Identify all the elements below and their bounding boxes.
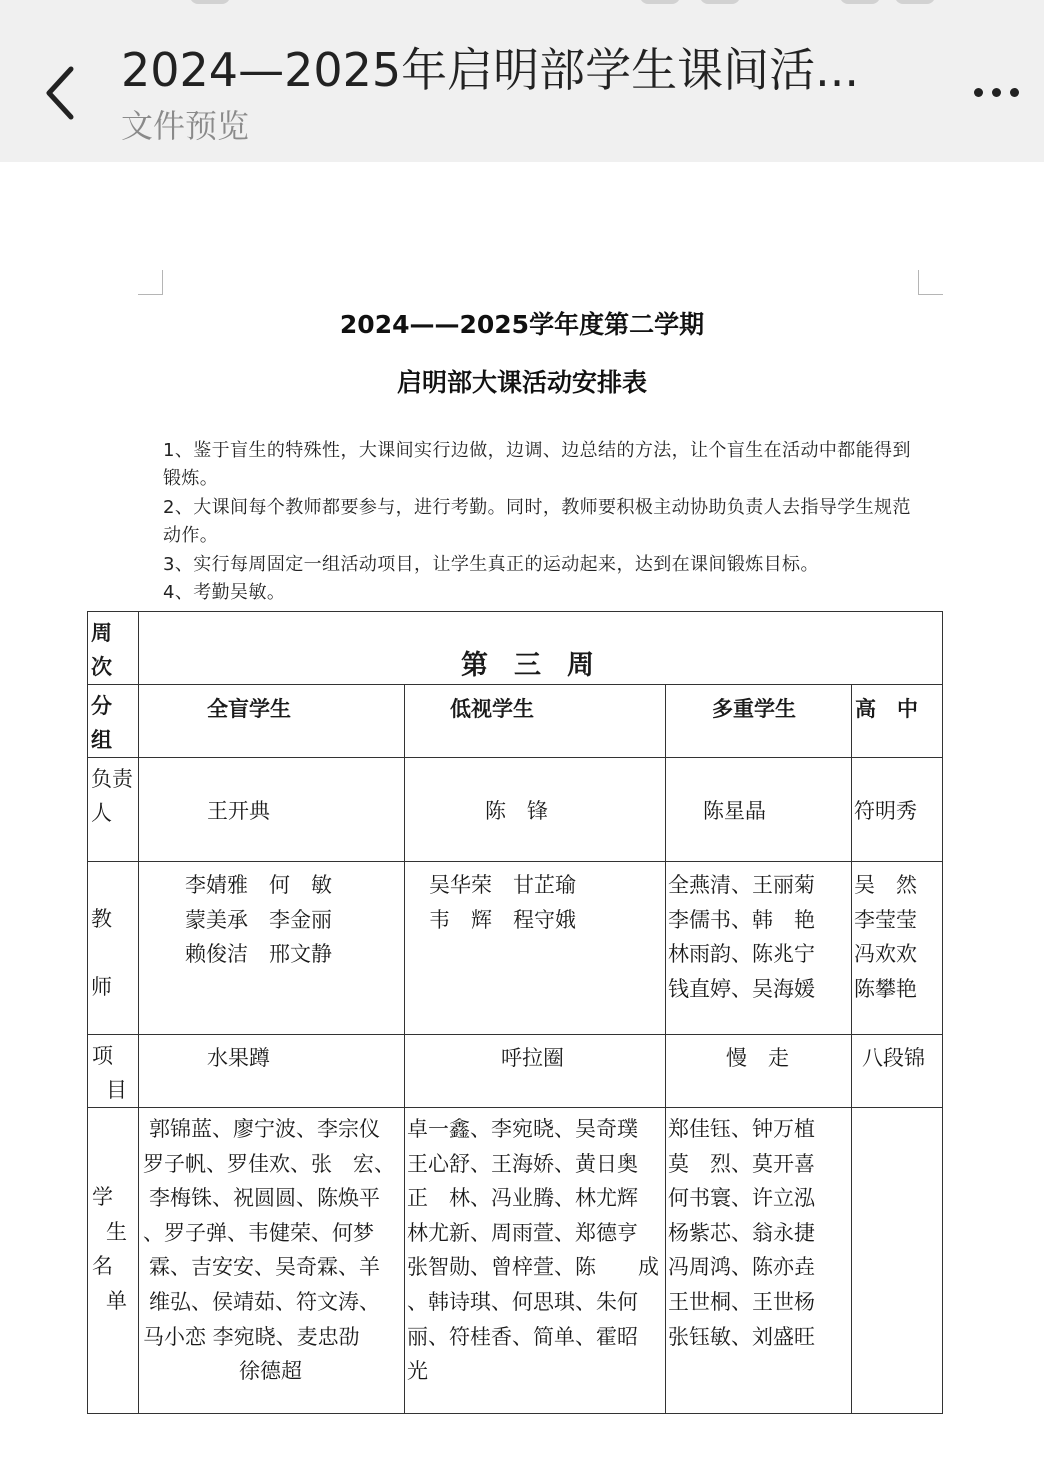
leader-cell: 符明秀 [852,758,943,862]
activity-row [88,1035,943,1108]
leader-cell: 陈 锋 [405,758,666,862]
row-label-char: 单 [106,1288,127,1313]
row-label-char: 生 [106,1219,127,1244]
row-label-char: 次 [91,655,112,679]
student-line: 徐德超 [239,1359,302,1384]
student-line: 李梅铢、祝圆圆、陈焕平 [149,1186,380,1211]
group-header: 低视学生 [405,685,666,758]
more-dots-icon [992,88,1001,97]
student-line: 正 林、冯业腾、林尤辉 [407,1186,638,1211]
row-label-teachers [88,862,139,1035]
app-bar [0,0,1044,162]
group-row [88,685,943,758]
student-line: 王世桐、王世杨 [668,1289,815,1314]
teacher-names: 赖俊洁 邢文静 [185,942,332,967]
student-line: 郭锦蓝、廖宁波、李宗仪 [149,1117,380,1141]
row-label-char: 师 [91,975,112,999]
week-row [88,612,943,685]
note-item: 4、考勤吴敏。 [163,582,286,604]
row-label-char: 项 [92,1044,113,1068]
row-label-char: 学 [92,1185,113,1209]
teacher-names: 李莹莹 [854,907,917,932]
week-title: 第三周 [139,612,943,685]
leader-row [88,758,943,862]
student-line: 何书寰、许立泓 [668,1186,815,1211]
note-item: 2、大课间每个教师都要参与，进行考勤。同时，教师要积极主动协助负责人去指导学生规范动作。 [163,496,911,547]
teacher-names: 吴 然 [854,873,917,897]
teacher-names: 钱直婷、吴海媛 [668,976,815,1001]
group-header: 高 中 [852,685,943,758]
note-item: 1、鉴于盲生的特殊性，大课间实行边做，边调、边总结的方法，让个盲生在活动中都能得到锻炼。 [163,440,911,490]
activity-cell: 水果蹲 [139,1035,405,1108]
group-header: 多重学生 [666,685,852,758]
row-label-char: 分 [91,694,112,718]
row-label-char: 负责 [91,767,133,791]
student-line: 张智勋、曾梓萱、陈 成 [407,1255,659,1280]
document-title-line-2: 启明部大课活动安排表 [396,368,647,397]
more-options-button[interactable] [962,70,1030,114]
student-line: 、韩诗琪、何思琪、朱何 [407,1289,638,1314]
student-line: 冯周鸿、陈亦垚 [668,1255,815,1280]
more-dots-icon [1010,88,1019,97]
activity-cell: 呼拉圈 [405,1035,666,1108]
note-item: 3、实行每周固定一组活动项目，让学生真正的运动起来，达到在课间锻炼目标。 [163,553,819,575]
row-label-char: 组 [91,728,112,752]
student-line: 光 [407,1359,428,1384]
status-bar-remnant [0,0,1044,10]
status-icon [190,0,230,4]
student-line: 张钰敏、刘盛旺 [668,1324,815,1349]
student-line: 、罗子弹、韦健荣、何梦 [143,1220,374,1245]
page-crop-mark [138,270,163,295]
row-label-week [88,612,139,685]
student-line: 杨紫芯、翁永捷 [668,1220,815,1245]
student-line: 罗子帆、罗佳欢、张 宏、 [143,1151,395,1176]
row-label-char: 人 [91,801,112,825]
row-label-leader [88,758,139,862]
row-label-char: 周 [91,621,112,645]
teachers-row [88,862,943,1035]
teacher-names: 吴华荣 甘芷瑜 [429,873,576,897]
student-line: 王心舒、王海娇、黄日奥 [407,1151,638,1176]
page-crop-mark [918,270,943,295]
group-header: 全盲学生 [139,685,405,758]
teachers-cell [666,862,852,1035]
chevron-left-icon [43,65,77,121]
status-icon [840,0,880,4]
teacher-names: 林雨韵、陈兆宁 [668,942,815,967]
row-label-group [88,685,139,758]
notes-section [163,437,915,607]
teacher-names: 李儒书、韩 艳 [668,907,815,932]
teachers-cell [405,862,666,1035]
students-cell [139,1108,405,1414]
status-icon [895,0,935,4]
students-row [88,1108,943,1414]
student-line: 林尤新、周雨萱、郑德亨 [407,1220,638,1245]
window-subtitle: 文件预览 [121,107,250,145]
activity-cell: 慢 走 [666,1035,852,1108]
student-line: 莫 烈、莫开喜 [668,1151,815,1176]
status-icon [640,0,680,4]
student-line: 马小恋 李宛晓、麦忠劭 [143,1324,360,1349]
students-cell [666,1108,852,1414]
leader-cell: 王开典 [139,758,405,862]
teachers-cell [852,862,943,1035]
more-dots-icon [974,88,983,97]
teacher-names: 韦 辉 程守娥 [429,907,576,932]
student-line: 维弘、侯靖茹、符文涛、 [149,1289,380,1314]
status-icon [700,0,740,4]
row-label-activity [88,1035,139,1108]
teachers-cell [139,862,405,1035]
back-button[interactable] [30,58,90,128]
activity-cell: 八段锦 [852,1035,943,1108]
student-line: 丽、符桂香、简单、霍昭 [407,1324,638,1349]
teacher-names: 陈攀艳 [854,976,917,1001]
leader-cell: 陈星晶 [666,758,852,862]
document-title-line-1: 2024——2025学年度第二学期 [339,310,705,339]
student-line: 霖、吉安安、吴奇霖、羊 [149,1255,380,1280]
row-label-char: 名 [92,1254,113,1279]
window-title: 2024—2025年启明部学生课间活... [121,43,859,97]
student-line: 郑佳钰、钟万植 [668,1117,815,1141]
teacher-names: 冯欢欢 [854,942,917,967]
teacher-names: 全燕清、王丽菊 [668,873,815,897]
row-label-students [88,1108,139,1414]
student-line: 卓一鑫、李宛晓、吴奇璞 [407,1117,638,1141]
row-label-char: 目 [106,1078,127,1102]
teacher-names: 李婧雅 何 敏 [185,873,332,897]
schedule-table [87,611,943,1414]
teacher-names: 蒙美承 李金丽 [185,907,332,932]
students-cell [405,1108,666,1414]
students-cell-empty [852,1108,943,1414]
row-label-char: 教 [91,907,112,931]
